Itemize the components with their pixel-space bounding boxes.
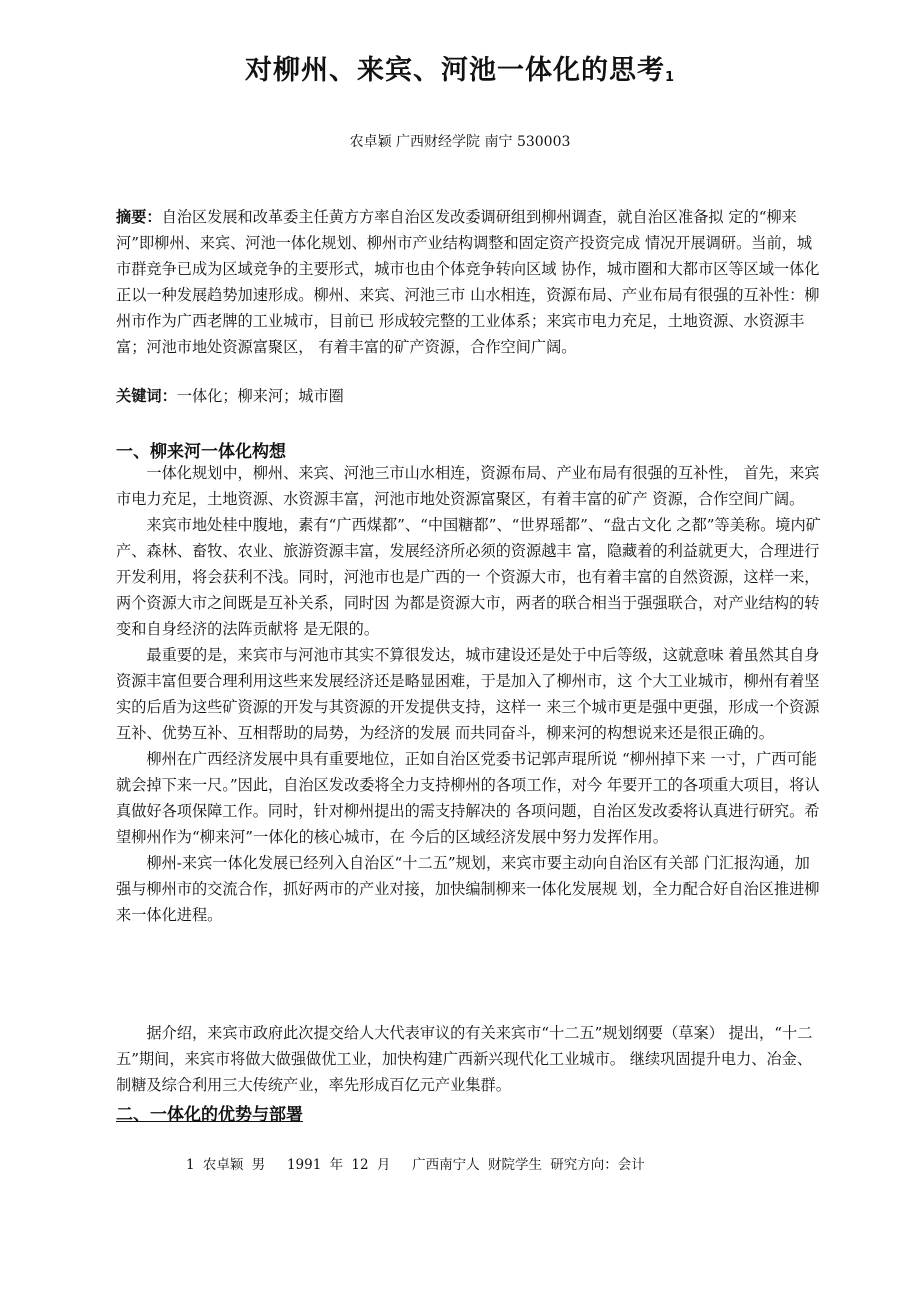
abstract: [116, 204, 820, 360]
keywords: [116, 383, 820, 409]
closing-body: [116, 1020, 822, 1098]
abstract-label: 摘要：: [116, 208, 162, 226]
paragraph: 最重要的是，来宾市与河池市其实不算很发达，城市建设还是处于中后等级，这就意味 着虽然其自身资源丰富但要合理利用这些来发展经济还是略显困难，于是加入了柳州市，这 个大工业城市，柳州有着坚实的后盾为这些矿资源的开发与其资源的开发提供支持，这样一 来三个城市更是强中更强，形成一个资源互补、优势互补、互相帮助的局势，为经济的发展 而共同奋斗，柳来河的构想说来还是很正确的。: [116, 646, 820, 742]
author-line: 农卓颖 广西财经学院 南宁 530003: [349, 134, 571, 150]
paragraph: 据介绍，来宾市政府此次提交给人大代表审议的有关来宾市“十二五”规划纲要（草案） 提出，“十二五”期间，来宾市将做大做强做优工业，加快构建广西新兴现代化工业城市。 继续巩固提升电力、冶金、制糖及综合利用三大传统产业，率先形成百亿元产业集群。: [116, 1024, 813, 1094]
footnote: 1 农卓颖 男 1991 年 12 月 广西南宁人 财院学生 研究方向：会计: [186, 1157, 645, 1173]
paragraph: 柳州在广西经济发展中具有重要地位，正如自治区党委书记郭声琨所说 “柳州掉下来 一寸，广西可能就会掉下来一尺。”因此，自治区发改委将全力支持柳州的各项工作，对今 年要开工的各项重大项目，将认真做好各项保障工作。同时，针对柳州提出的需支持解决的 各项问题，自治区发改委将认真进行研究。希望柳州作为“柳来河”一体化的核心城市，在 今后的区域经济发展中努力发挥作用。: [116, 750, 820, 846]
title-text: 对柳州、来宾、河池一体化的思考: [244, 55, 665, 86]
section-1-heading: 一、柳来河一体化构想: [116, 442, 286, 462]
paragraph: 来宾市地处桂中腹地，素有“广西煤都”、“中国糖都”、“世界瑶都”、“盘古文化 之都”等美称。境内矿产、森林、畜牧、农业、旅游资源丰富，发展经济所必须的资源越丰 富，隐藏着的利益就更大，合理进行开发利用，将会获利不浅。同时，河池市也是广西的一 个资源大市，也有着丰富的自然资源，这样一来，两个资源大市之间既是互补关系，同时因 为都是资源大市，两者的联合相当于强强联合，对产业结构的转变和自身经济的法阵贡献将 是无限的。: [116, 516, 821, 638]
section-1-body: [116, 460, 822, 928]
abstract-text: 自治区发展和改革委主任黄方方率自治区发改委调研组到柳州调查，就自治区准备拟 定的“柳来河”即柳州、来宾、河池一体化规划、柳州市产业结构调整和固定资产投资完成 情况开展调研。当前，城市群竞争已成为区域竞争的主要形式，城市也由个体竞争转向区域 协作，城市圈和大都市区等区域一体化正以一种发展趋势加速形成。柳州、来宾、河池三市 山水相连，资源布局、产业布局有很强的互补性：柳州市作为广西老牌的工业城市，目前已 形成较完整的工业体系；来宾市电力充足，土地资源、水资源丰富；河池市地处资源富聚区， 有着丰富的矿产资源，合作空间广阔。: [116, 208, 820, 356]
title-footnote-marker: 1: [664, 70, 676, 85]
page-title: [0, 48, 920, 87]
keywords-label: 关键词：: [116, 387, 177, 405]
paragraph: 一体化规划中，柳州、来宾、河池三市山水相连，资源布局、产业布局有很强的互补性， 首先，来宾市电力充足，土地资源、水资源丰富，河池市地处资源富聚区，有着丰富的矿产 资源，合作空间广阔。: [116, 464, 820, 508]
section-2-heading: 二、一体化的优势与部署: [116, 1105, 303, 1125]
keywords-text: 一体化；柳来河；城市圈: [176, 387, 344, 405]
paragraph: 柳州-来宾一体化发展已经列入自治区“十二五”规划，来宾市要主动向自治区有关部 门汇报沟通，加强与柳州市的交流合作，抓好两市的产业对接，加快编制柳来一体化发展规 划，全力配合好自治区推进柳来一体化进程。: [116, 854, 820, 924]
